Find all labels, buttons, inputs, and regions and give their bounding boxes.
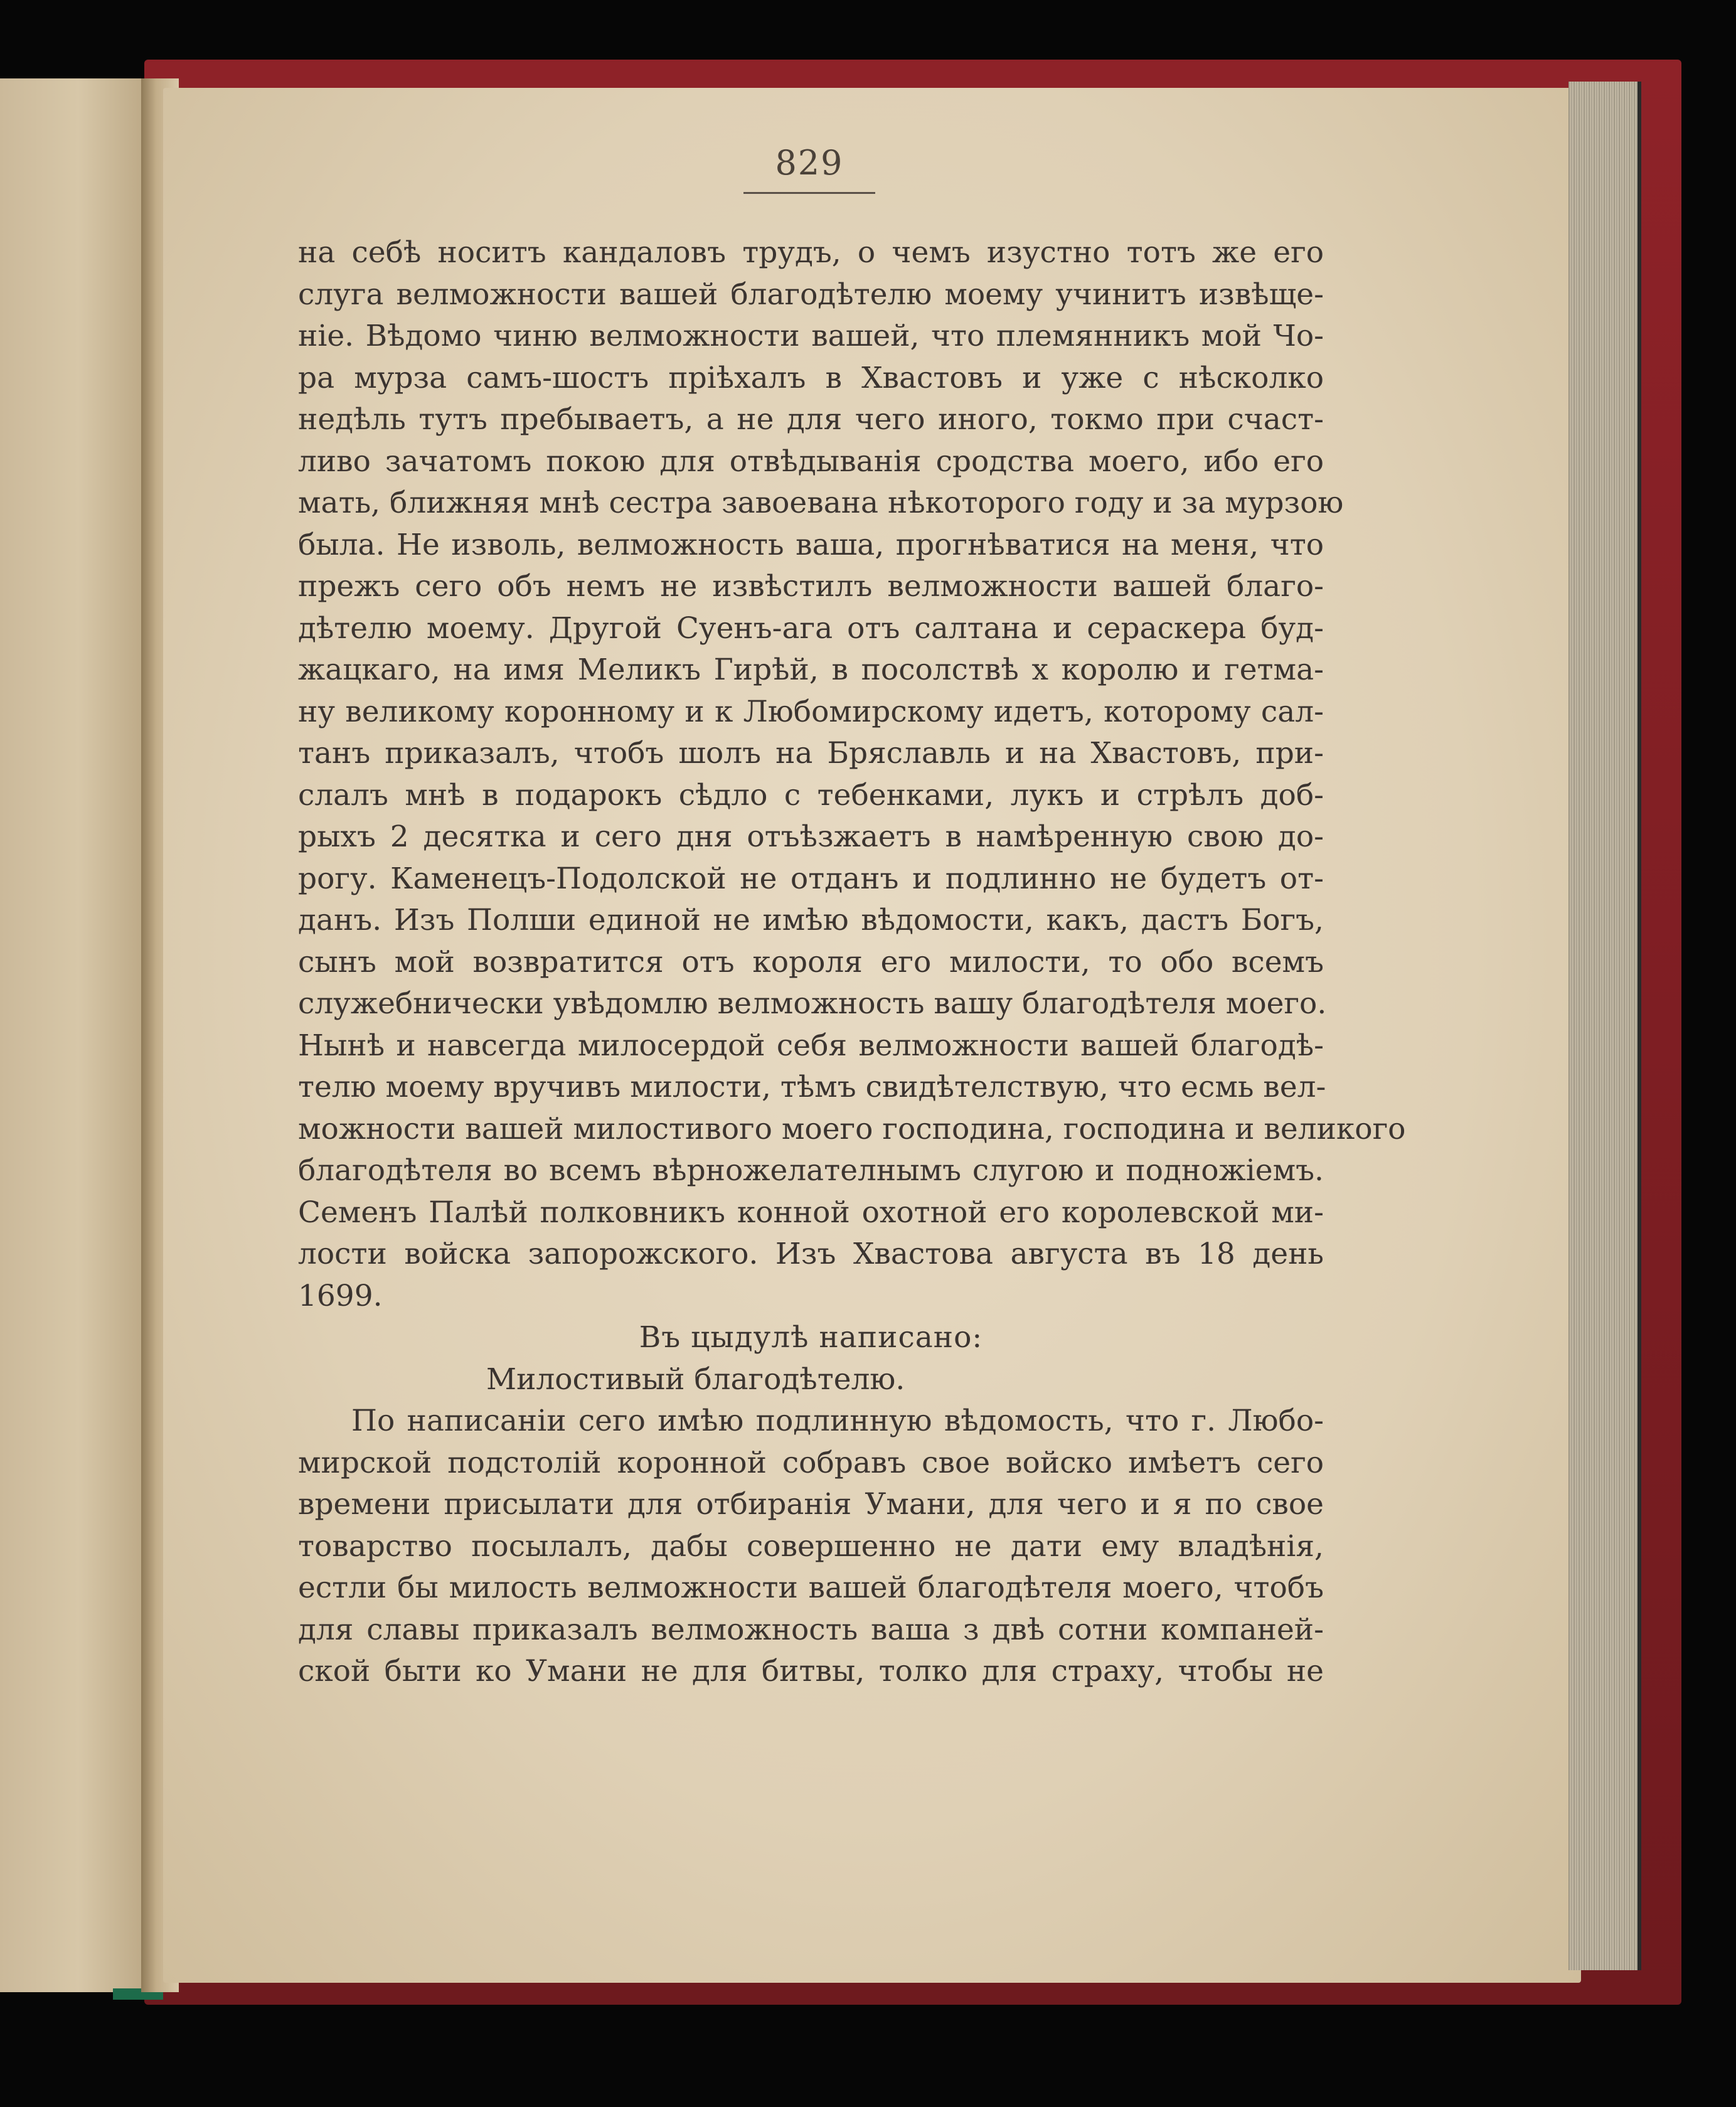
text-line: рогу. Каменецъ-Подолской не отданъ и подлинно не будетъ от- <box>298 861 1324 896</box>
page-number: 829 <box>775 143 844 183</box>
text-line: ра мурза самъ-шостъ пріѣхалъ в Хвастовъ и уже с нѣсколко <box>298 360 1324 395</box>
text-line: мать, ближняя мнѣ сестра завоевана нѣкоторого году и за мурзою <box>298 486 1344 520</box>
text-line: слалъ мнѣ в подарокъ сѣдло с тебенками, лукъ и стрѣлъ доб- <box>298 777 1324 813</box>
text-line: По написаніи сего имѣю подлинную вѣдомость, что г. Любо- <box>351 1404 1324 1438</box>
text-line: сынъ мой возвратится отъ короля его милости, то обо всемъ <box>298 944 1324 979</box>
text-line: на себѣ носитъ кандаловъ трудъ, о чемъ изустно тотъ же его <box>298 235 1324 270</box>
text-line: была. Не изволь, велможность ваша, прогнѣватися на меня, что <box>298 527 1324 562</box>
left-page <box>0 78 157 1992</box>
text-line: данъ. Изъ Полши единой не имѣю вѣдомости, какъ, дастъ Богъ, <box>298 903 1324 937</box>
text-line: телю моему вручивъ милости, тѣмъ свидѣтелствую, что есмь вел- <box>298 1070 1326 1104</box>
text-line: естли бы милость велможности вашей благодѣтеля моего, чтобъ <box>298 1571 1324 1605</box>
text-line: ніе. Вѣдомо чиню велможности вашей, что племянникъ мой Чо- <box>298 319 1324 353</box>
text-line: слуга велможности вашей благодѣтелю моему учинитъ извѣще- <box>298 277 1324 312</box>
text-line: танъ приказалъ, чтобъ шолъ на Бряславль и на Хвастовъ, при- <box>298 736 1324 771</box>
text-line: Семенъ Палѣй полковникъ конной охотной его королевской ми- <box>298 1195 1324 1230</box>
section-heading: Въ цыдулѣ написано: <box>639 1320 983 1355</box>
text-line: дѣтелю моему. Другой Суенъ-ага отъ салтана и сераскера буд- <box>298 611 1324 646</box>
text-line: рыхъ 2 десятка и сего дня отъѣзжаетъ в намѣренную свою до- <box>298 819 1324 854</box>
text-line: служебнически увѣдомлю велможность вашу благодѣтеля моего. <box>298 986 1327 1021</box>
text-line: жацкаго, на имя Меликъ Гирѣй, в посолствѣ х королю и гетма- <box>298 653 1324 687</box>
text-line: Нынѣ и навсегда милосердой себя велможности вашей благодѣ- <box>298 1028 1324 1063</box>
text-line: 1699. <box>298 1278 383 1313</box>
text-line: прежъ сего объ немъ не извѣстилъ велможности вашей благо- <box>298 569 1324 604</box>
text-line: недѣль тутъ пребываетъ, а не для чего иного, токмо при счаст- <box>298 402 1324 437</box>
text-line: ливо зачатомъ покою для отвѣдыванія сродства моего, ибо его <box>298 444 1324 479</box>
page-edges <box>1568 82 1641 1970</box>
text-line: товарство посылалъ, дабы совершенно не дати ему владѣнія, <box>298 1528 1324 1564</box>
text-line: благодѣтеля во всемъ вѣрножелателнымъ слугою и подножіемъ. <box>298 1153 1324 1188</box>
page-number-rule <box>743 192 875 194</box>
salutation: Милостивый благодѣтелю. <box>486 1362 905 1397</box>
text-line: лости войска запорожского. Изъ Хвастова августа въ 18 день <box>298 1237 1324 1271</box>
text-line: ской быти ко Умани не для битвы, толко для страху, чтобы не <box>298 1654 1324 1688</box>
text-line: можности вашей милостивого моего господина, господина и великого <box>298 1111 1406 1146</box>
text-line: для славы приказалъ велможность ваша з двѣ сотни компаней- <box>298 1612 1324 1647</box>
text-line: времени присылати для отбиранія Умани, для чего и я по свое <box>298 1487 1324 1522</box>
page-text <box>298 232 1406 1693</box>
text-line: мирской подстолій коронной собравъ свое войско имѣетъ сего <box>298 1445 1324 1480</box>
text-line: ну великому коронному и к Любомирскому идетъ, которому сал- <box>298 694 1324 729</box>
